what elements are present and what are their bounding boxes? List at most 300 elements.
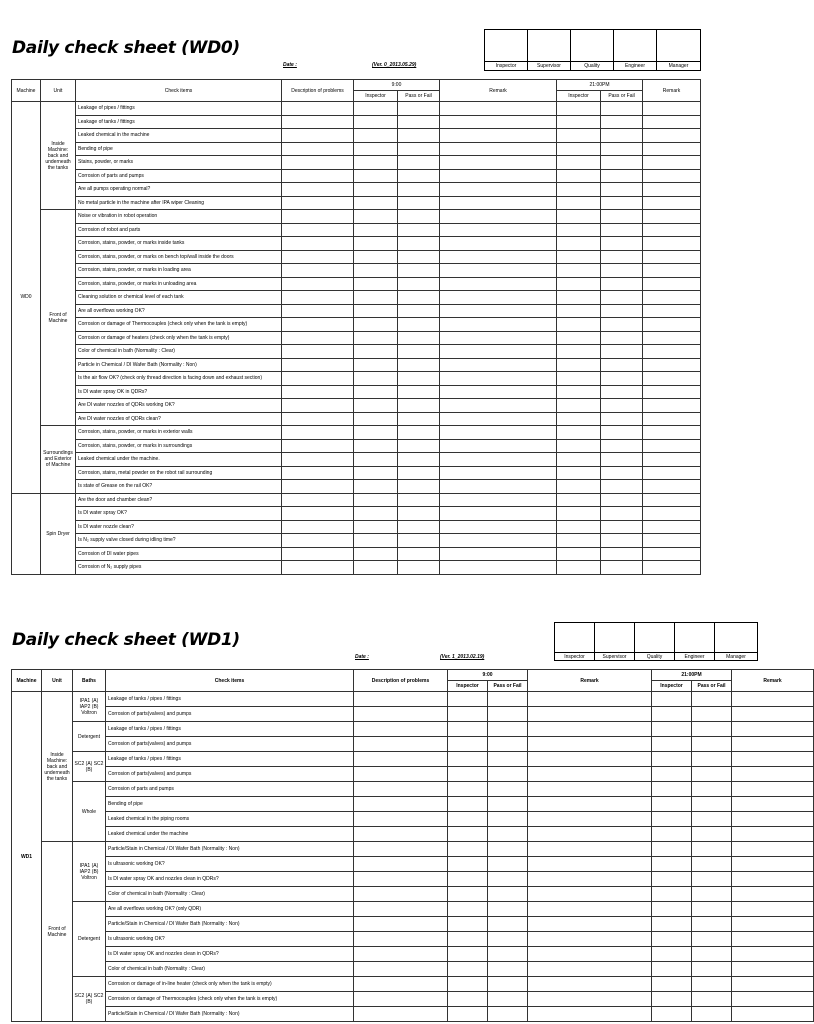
inspector-cell[interactable] — [448, 872, 488, 887]
inspector-cell[interactable] — [652, 902, 692, 917]
pass-fail-cell[interactable] — [692, 722, 732, 737]
description-cell[interactable] — [282, 250, 354, 264]
remark-cell[interactable] — [440, 372, 557, 386]
description-cell[interactable] — [354, 932, 448, 947]
inspector-cell[interactable] — [354, 142, 398, 156]
inspector-cell[interactable] — [557, 264, 601, 278]
pass-fail-cell[interactable] — [398, 156, 440, 170]
remark-cell[interactable] — [440, 331, 557, 345]
signoff-cell[interactable] — [485, 30, 528, 62]
remark-cell[interactable] — [528, 812, 652, 827]
signoff-cell[interactable] — [715, 623, 758, 653]
description-cell[interactable] — [354, 752, 448, 767]
remark-cell[interactable] — [643, 102, 701, 116]
pass-fail-cell[interactable] — [692, 692, 732, 707]
pass-fail-cell[interactable] — [601, 372, 643, 386]
pass-fail-cell[interactable] — [398, 264, 440, 278]
pass-fail-cell[interactable] — [488, 947, 528, 962]
pass-fail-cell[interactable] — [601, 453, 643, 467]
inspector-cell[interactable] — [354, 210, 398, 224]
description-cell[interactable] — [282, 129, 354, 143]
remark-cell[interactable] — [528, 707, 652, 722]
remark-cell[interactable] — [643, 534, 701, 548]
pass-fail-cell[interactable] — [398, 223, 440, 237]
pass-fail-cell[interactable] — [601, 534, 643, 548]
description-cell[interactable] — [354, 827, 448, 842]
pass-fail-cell[interactable] — [398, 358, 440, 372]
remark-cell[interactable] — [440, 561, 557, 575]
remark-cell[interactable] — [440, 250, 557, 264]
description-cell[interactable] — [354, 722, 448, 737]
remark-cell[interactable] — [643, 466, 701, 480]
description-cell[interactable] — [282, 372, 354, 386]
inspector-cell[interactable] — [354, 385, 398, 399]
pass-fail-cell[interactable] — [398, 169, 440, 183]
inspector-cell[interactable] — [652, 947, 692, 962]
pass-fail-cell[interactable] — [488, 752, 528, 767]
pass-fail-cell[interactable] — [692, 767, 732, 782]
remark-cell[interactable] — [440, 237, 557, 251]
remark-cell[interactable] — [732, 752, 814, 767]
pass-fail-cell[interactable] — [692, 812, 732, 827]
inspector-cell[interactable] — [448, 992, 488, 1007]
description-cell[interactable] — [282, 156, 354, 170]
pass-fail-cell[interactable] — [692, 737, 732, 752]
inspector-cell[interactable] — [557, 196, 601, 210]
inspector-cell[interactable] — [354, 507, 398, 521]
inspector-cell[interactable] — [557, 142, 601, 156]
pass-fail-cell[interactable] — [398, 520, 440, 534]
inspector-cell[interactable] — [354, 520, 398, 534]
remark-cell[interactable] — [643, 345, 701, 359]
remark-cell[interactable] — [440, 507, 557, 521]
remark-cell[interactable] — [528, 722, 652, 737]
remark-cell[interactable] — [528, 887, 652, 902]
inspector-cell[interactable] — [354, 250, 398, 264]
remark-cell[interactable] — [732, 692, 814, 707]
remark-cell[interactable] — [440, 412, 557, 426]
remark-cell[interactable] — [732, 962, 814, 977]
remark-cell[interactable] — [643, 372, 701, 386]
inspector-cell[interactable] — [557, 102, 601, 116]
remark-cell[interactable] — [643, 453, 701, 467]
pass-fail-cell[interactable] — [601, 102, 643, 116]
remark-cell[interactable] — [732, 782, 814, 797]
pass-fail-cell[interactable] — [601, 561, 643, 575]
inspector-cell[interactable] — [354, 169, 398, 183]
remark-cell[interactable] — [440, 291, 557, 305]
pass-fail-cell[interactable] — [398, 250, 440, 264]
pass-fail-cell[interactable] — [692, 917, 732, 932]
pass-fail-cell[interactable] — [692, 752, 732, 767]
remark-cell[interactable] — [643, 331, 701, 345]
remark-cell[interactable] — [440, 534, 557, 548]
inspector-cell[interactable] — [448, 857, 488, 872]
pass-fail-cell[interactable] — [601, 237, 643, 251]
inspector-cell[interactable] — [354, 358, 398, 372]
pass-fail-cell[interactable] — [692, 977, 732, 992]
inspector-cell[interactable] — [557, 318, 601, 332]
inspector-cell[interactable] — [557, 534, 601, 548]
description-cell[interactable] — [282, 331, 354, 345]
inspector-cell[interactable] — [354, 547, 398, 561]
inspector-cell[interactable] — [652, 842, 692, 857]
pass-fail-cell[interactable] — [398, 507, 440, 521]
inspector-cell[interactable] — [557, 291, 601, 305]
pass-fail-cell[interactable] — [488, 797, 528, 812]
pass-fail-cell[interactable] — [398, 399, 440, 413]
inspector-cell[interactable] — [557, 250, 601, 264]
inspector-cell[interactable] — [557, 372, 601, 386]
description-cell[interactable] — [354, 902, 448, 917]
inspector-cell[interactable] — [652, 962, 692, 977]
remark-cell[interactable] — [528, 947, 652, 962]
inspector-cell[interactable] — [354, 102, 398, 116]
remark-cell[interactable] — [643, 426, 701, 440]
inspector-cell[interactable] — [557, 480, 601, 494]
pass-fail-cell[interactable] — [398, 210, 440, 224]
remark-cell[interactable] — [440, 520, 557, 534]
remark-cell[interactable] — [732, 722, 814, 737]
description-cell[interactable] — [282, 183, 354, 197]
description-cell[interactable] — [282, 520, 354, 534]
pass-fail-cell[interactable] — [398, 493, 440, 507]
remark-cell[interactable] — [528, 962, 652, 977]
remark-cell[interactable] — [440, 142, 557, 156]
remark-cell[interactable] — [643, 358, 701, 372]
remark-cell[interactable] — [528, 782, 652, 797]
inspector-cell[interactable] — [557, 358, 601, 372]
description-cell[interactable] — [354, 782, 448, 797]
pass-fail-cell[interactable] — [398, 183, 440, 197]
pass-fail-cell[interactable] — [398, 466, 440, 480]
description-cell[interactable] — [282, 345, 354, 359]
remark-cell[interactable] — [440, 439, 557, 453]
remark-cell[interactable] — [440, 466, 557, 480]
inspector-cell[interactable] — [354, 534, 398, 548]
description-cell[interactable] — [354, 917, 448, 932]
description-cell[interactable] — [282, 453, 354, 467]
inspector-cell[interactable] — [652, 887, 692, 902]
inspector-cell[interactable] — [557, 412, 601, 426]
remark-cell[interactable] — [643, 291, 701, 305]
remark-cell[interactable] — [440, 345, 557, 359]
inspector-cell[interactable] — [557, 210, 601, 224]
remark-cell[interactable] — [440, 453, 557, 467]
remark-cell[interactable] — [643, 237, 701, 251]
inspector-cell[interactable] — [557, 561, 601, 575]
inspector-cell[interactable] — [652, 977, 692, 992]
remark-cell[interactable] — [440, 358, 557, 372]
remark-cell[interactable] — [732, 917, 814, 932]
inspector-cell[interactable] — [354, 439, 398, 453]
pass-fail-cell[interactable] — [398, 291, 440, 305]
remark-cell[interactable] — [643, 547, 701, 561]
pass-fail-cell[interactable] — [601, 358, 643, 372]
remark-cell[interactable] — [643, 493, 701, 507]
pass-fail-cell[interactable] — [398, 453, 440, 467]
remark-cell[interactable] — [643, 304, 701, 318]
remark-cell[interactable] — [528, 737, 652, 752]
description-cell[interactable] — [354, 707, 448, 722]
remark-cell[interactable] — [732, 992, 814, 1007]
pass-fail-cell[interactable] — [601, 345, 643, 359]
remark-cell[interactable] — [643, 264, 701, 278]
inspector-cell[interactable] — [448, 947, 488, 962]
description-cell[interactable] — [354, 812, 448, 827]
pass-fail-cell[interactable] — [601, 520, 643, 534]
remark-cell[interactable] — [528, 902, 652, 917]
remark-cell[interactable] — [440, 480, 557, 494]
description-cell[interactable] — [282, 142, 354, 156]
inspector-cell[interactable] — [448, 977, 488, 992]
pass-fail-cell[interactable] — [398, 534, 440, 548]
inspector-cell[interactable] — [354, 399, 398, 413]
description-cell[interactable] — [354, 977, 448, 992]
remark-cell[interactable] — [643, 183, 701, 197]
inspector-cell[interactable] — [354, 223, 398, 237]
pass-fail-cell[interactable] — [398, 196, 440, 210]
description-cell[interactable] — [354, 767, 448, 782]
remark-cell[interactable] — [732, 812, 814, 827]
pass-fail-cell[interactable] — [692, 992, 732, 1007]
remark-cell[interactable] — [528, 842, 652, 857]
remark-cell[interactable] — [732, 887, 814, 902]
pass-fail-cell[interactable] — [601, 466, 643, 480]
pass-fail-cell[interactable] — [398, 372, 440, 386]
pass-fail-cell[interactable] — [601, 412, 643, 426]
remark-cell[interactable] — [440, 264, 557, 278]
remark-cell[interactable] — [528, 692, 652, 707]
inspector-cell[interactable] — [557, 156, 601, 170]
inspector-cell[interactable] — [354, 345, 398, 359]
pass-fail-cell[interactable] — [601, 196, 643, 210]
signoff-cell[interactable] — [555, 623, 595, 653]
remark-cell[interactable] — [643, 250, 701, 264]
inspector-cell[interactable] — [652, 782, 692, 797]
inspector-cell[interactable] — [448, 782, 488, 797]
description-cell[interactable] — [282, 210, 354, 224]
description-cell[interactable] — [282, 534, 354, 548]
remark-cell[interactable] — [528, 992, 652, 1007]
remark-cell[interactable] — [643, 318, 701, 332]
inspector-cell[interactable] — [557, 304, 601, 318]
description-cell[interactable] — [354, 692, 448, 707]
inspector-cell[interactable] — [652, 737, 692, 752]
inspector-cell[interactable] — [557, 129, 601, 143]
pass-fail-cell[interactable] — [601, 250, 643, 264]
description-cell[interactable] — [354, 887, 448, 902]
remark-cell[interactable] — [732, 977, 814, 992]
inspector-cell[interactable] — [354, 561, 398, 575]
pass-fail-cell[interactable] — [601, 115, 643, 129]
remark-cell[interactable] — [528, 917, 652, 932]
inspector-cell[interactable] — [354, 196, 398, 210]
pass-fail-cell[interactable] — [488, 917, 528, 932]
inspector-cell[interactable] — [448, 917, 488, 932]
description-cell[interactable] — [282, 169, 354, 183]
pass-fail-cell[interactable] — [692, 827, 732, 842]
pass-fail-cell[interactable] — [692, 947, 732, 962]
inspector-cell[interactable] — [557, 493, 601, 507]
pass-fail-cell[interactable] — [398, 304, 440, 318]
inspector-cell[interactable] — [652, 797, 692, 812]
remark-cell[interactable] — [528, 977, 652, 992]
remark-cell[interactable] — [643, 412, 701, 426]
pass-fail-cell[interactable] — [488, 902, 528, 917]
remark-cell[interactable] — [732, 737, 814, 752]
remark-cell[interactable] — [643, 115, 701, 129]
remark-cell[interactable] — [528, 857, 652, 872]
description-cell[interactable] — [354, 962, 448, 977]
pass-fail-cell[interactable] — [601, 304, 643, 318]
remark-cell[interactable] — [643, 439, 701, 453]
inspector-cell[interactable] — [354, 466, 398, 480]
pass-fail-cell[interactable] — [398, 426, 440, 440]
remark-cell[interactable] — [643, 277, 701, 291]
pass-fail-cell[interactable] — [692, 887, 732, 902]
remark-cell[interactable] — [732, 1007, 814, 1022]
remark-cell[interactable] — [440, 493, 557, 507]
remark-cell[interactable] — [440, 318, 557, 332]
description-cell[interactable] — [354, 992, 448, 1007]
pass-fail-cell[interactable] — [601, 277, 643, 291]
description-cell[interactable] — [282, 561, 354, 575]
inspector-cell[interactable] — [448, 842, 488, 857]
description-cell[interactable] — [282, 399, 354, 413]
pass-fail-cell[interactable] — [488, 842, 528, 857]
pass-fail-cell[interactable] — [398, 142, 440, 156]
inspector-cell[interactable] — [354, 331, 398, 345]
pass-fail-cell[interactable] — [692, 962, 732, 977]
remark-cell[interactable] — [643, 210, 701, 224]
remark-cell[interactable] — [643, 129, 701, 143]
inspector-cell[interactable] — [448, 1007, 488, 1022]
remark-cell[interactable] — [440, 210, 557, 224]
signoff-cell[interactable] — [657, 30, 701, 62]
inspector-cell[interactable] — [354, 115, 398, 129]
pass-fail-cell[interactable] — [398, 547, 440, 561]
inspector-cell[interactable] — [652, 692, 692, 707]
date-field[interactable] — [283, 62, 297, 68]
description-cell[interactable] — [282, 102, 354, 116]
inspector-cell[interactable] — [652, 1007, 692, 1022]
inspector-cell[interactable] — [354, 412, 398, 426]
remark-cell[interactable] — [732, 947, 814, 962]
pass-fail-cell[interactable] — [488, 857, 528, 872]
inspector-cell[interactable] — [354, 453, 398, 467]
inspector-cell[interactable] — [557, 385, 601, 399]
pass-fail-cell[interactable] — [488, 812, 528, 827]
remark-cell[interactable] — [440, 547, 557, 561]
pass-fail-cell[interactable] — [488, 827, 528, 842]
inspector-cell[interactable] — [448, 692, 488, 707]
remark-cell[interactable] — [528, 752, 652, 767]
remark-cell[interactable] — [528, 872, 652, 887]
pass-fail-cell[interactable] — [488, 977, 528, 992]
remark-cell[interactable] — [643, 156, 701, 170]
inspector-cell[interactable] — [652, 932, 692, 947]
pass-fail-cell[interactable] — [398, 439, 440, 453]
remark-cell[interactable] — [732, 827, 814, 842]
inspector-cell[interactable] — [354, 129, 398, 143]
pass-fail-cell[interactable] — [488, 767, 528, 782]
inspector-cell[interactable] — [557, 169, 601, 183]
description-cell[interactable] — [354, 797, 448, 812]
remark-cell[interactable] — [643, 480, 701, 494]
pass-fail-cell[interactable] — [398, 480, 440, 494]
description-cell[interactable] — [282, 196, 354, 210]
pass-fail-cell[interactable] — [601, 385, 643, 399]
description-cell[interactable] — [354, 1007, 448, 1022]
inspector-cell[interactable] — [652, 917, 692, 932]
pass-fail-cell[interactable] — [601, 142, 643, 156]
inspector-cell[interactable] — [557, 399, 601, 413]
inspector-cell[interactable] — [557, 345, 601, 359]
inspector-cell[interactable] — [354, 291, 398, 305]
inspector-cell[interactable] — [652, 752, 692, 767]
pass-fail-cell[interactable] — [692, 782, 732, 797]
inspector-cell[interactable] — [354, 372, 398, 386]
pass-fail-cell[interactable] — [601, 223, 643, 237]
inspector-cell[interactable] — [652, 992, 692, 1007]
inspector-cell[interactable] — [448, 902, 488, 917]
pass-fail-cell[interactable] — [601, 169, 643, 183]
pass-fail-cell[interactable] — [398, 318, 440, 332]
remark-cell[interactable] — [643, 399, 701, 413]
inspector-cell[interactable] — [354, 426, 398, 440]
description-cell[interactable] — [282, 318, 354, 332]
pass-fail-cell[interactable] — [601, 210, 643, 224]
pass-fail-cell[interactable] — [692, 872, 732, 887]
signoff-cell[interactable] — [614, 30, 657, 62]
remark-cell[interactable] — [440, 426, 557, 440]
pass-fail-cell[interactable] — [601, 129, 643, 143]
remark-cell[interactable] — [732, 857, 814, 872]
inspector-cell[interactable] — [448, 827, 488, 842]
inspector-cell[interactable] — [557, 277, 601, 291]
inspector-cell[interactable] — [652, 812, 692, 827]
pass-fail-cell[interactable] — [601, 547, 643, 561]
inspector-cell[interactable] — [354, 264, 398, 278]
inspector-cell[interactable] — [652, 872, 692, 887]
remark-cell[interactable] — [643, 385, 701, 399]
description-cell[interactable] — [282, 480, 354, 494]
remark-cell[interactable] — [528, 827, 652, 842]
remark-cell[interactable] — [643, 196, 701, 210]
pass-fail-cell[interactable] — [398, 412, 440, 426]
inspector-cell[interactable] — [354, 318, 398, 332]
pass-fail-cell[interactable] — [488, 707, 528, 722]
pass-fail-cell[interactable] — [398, 129, 440, 143]
remark-cell[interactable] — [440, 385, 557, 399]
inspector-cell[interactable] — [652, 827, 692, 842]
description-cell[interactable] — [282, 507, 354, 521]
inspector-cell[interactable] — [557, 547, 601, 561]
date-field[interactable] — [355, 654, 369, 660]
pass-fail-cell[interactable] — [488, 722, 528, 737]
inspector-cell[interactable] — [448, 722, 488, 737]
pass-fail-cell[interactable] — [692, 797, 732, 812]
description-cell[interactable] — [282, 291, 354, 305]
inspector-cell[interactable] — [557, 331, 601, 345]
description-cell[interactable] — [354, 947, 448, 962]
pass-fail-cell[interactable] — [488, 737, 528, 752]
pass-fail-cell[interactable] — [601, 264, 643, 278]
description-cell[interactable] — [282, 426, 354, 440]
pass-fail-cell[interactable] — [398, 277, 440, 291]
description-cell[interactable] — [282, 493, 354, 507]
